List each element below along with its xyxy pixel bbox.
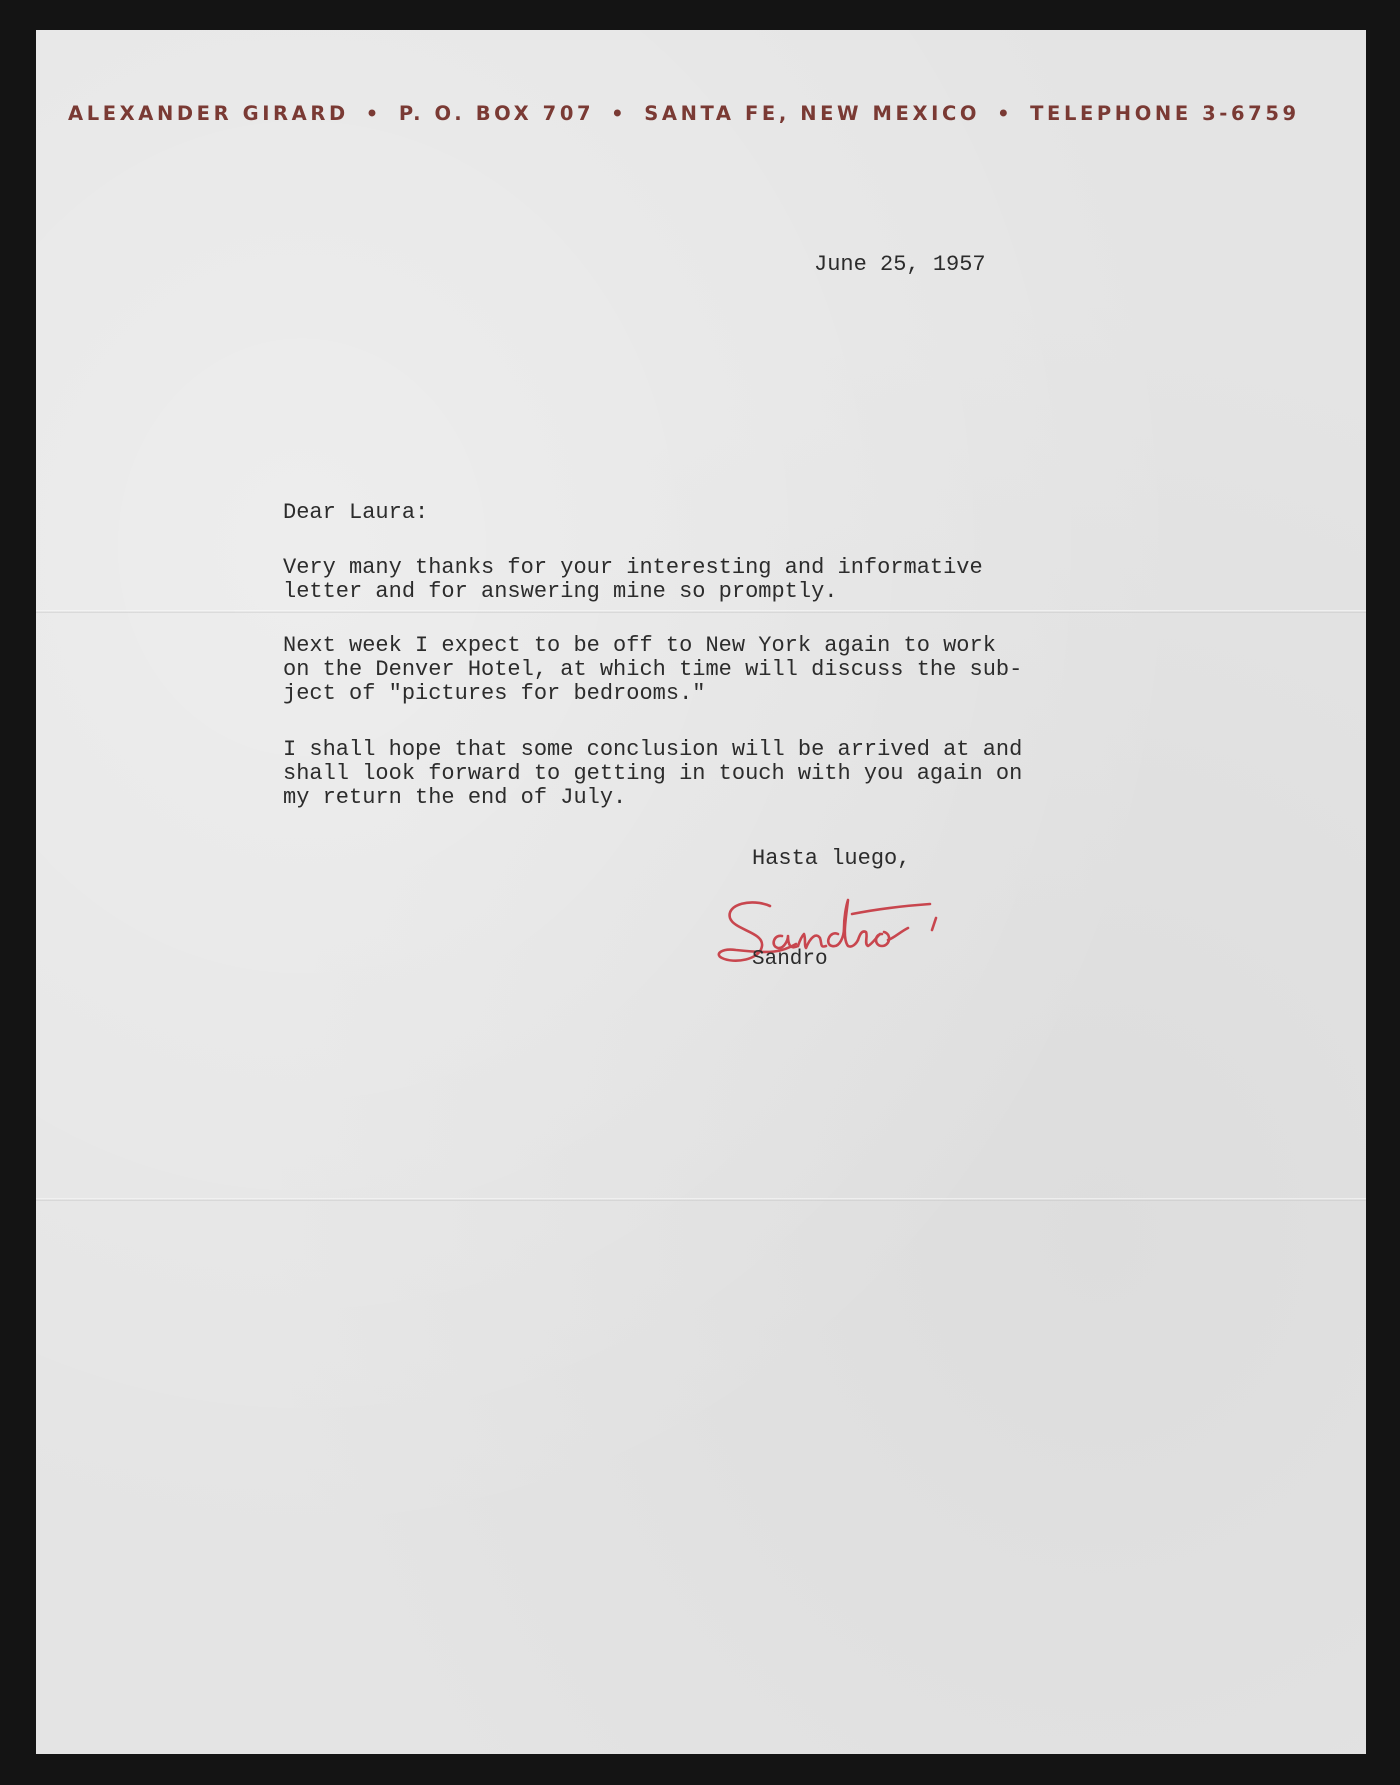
paper-fold-line [36,610,1366,613]
letter-date: June 25, 1957 [814,252,986,277]
letterhead-telephone: TELEPHONE 3-6759 [1030,102,1300,125]
paragraph-line: ject of "pictures for bedrooms." [283,681,706,706]
letterhead-separator: • [997,102,1014,125]
letterhead-address: P. O. BOX 707 [398,102,595,125]
letter-page [36,30,1366,1754]
letterhead-name: ALEXANDER GIRARD [68,102,349,125]
letterhead [68,102,1358,125]
closing: Hasta luego, [752,846,911,871]
paragraph-line: on the Denver Hotel, at which time will discuss the sub- [283,657,1023,682]
body-paragraph [283,556,983,604]
paragraph-line: my return the end of July. [283,785,627,810]
body-paragraph [283,634,1022,706]
salutation: Dear Laura: [283,500,429,525]
body-paragraph [283,738,1022,810]
paragraph-line: letter and for answering mine so promptly. [283,579,838,604]
letterhead-separator: • [611,102,628,125]
paragraph-line: Very many thanks for your interesting and informative [283,555,983,580]
paragraph-line: Next week I expect to be off to New York again to work [283,633,996,658]
letterhead-city: SANTA FE, NEW MEXICO [644,102,981,125]
typed-signature-name: Sandro [752,948,828,971]
paragraph-line: I shall hope that some conclusion will be arrived at and [283,737,1023,762]
letterhead-separator: • [365,102,382,125]
paper-fold-line [36,1198,1366,1201]
paragraph-line: shall look forward to getting in touch with you again on [283,761,1023,786]
